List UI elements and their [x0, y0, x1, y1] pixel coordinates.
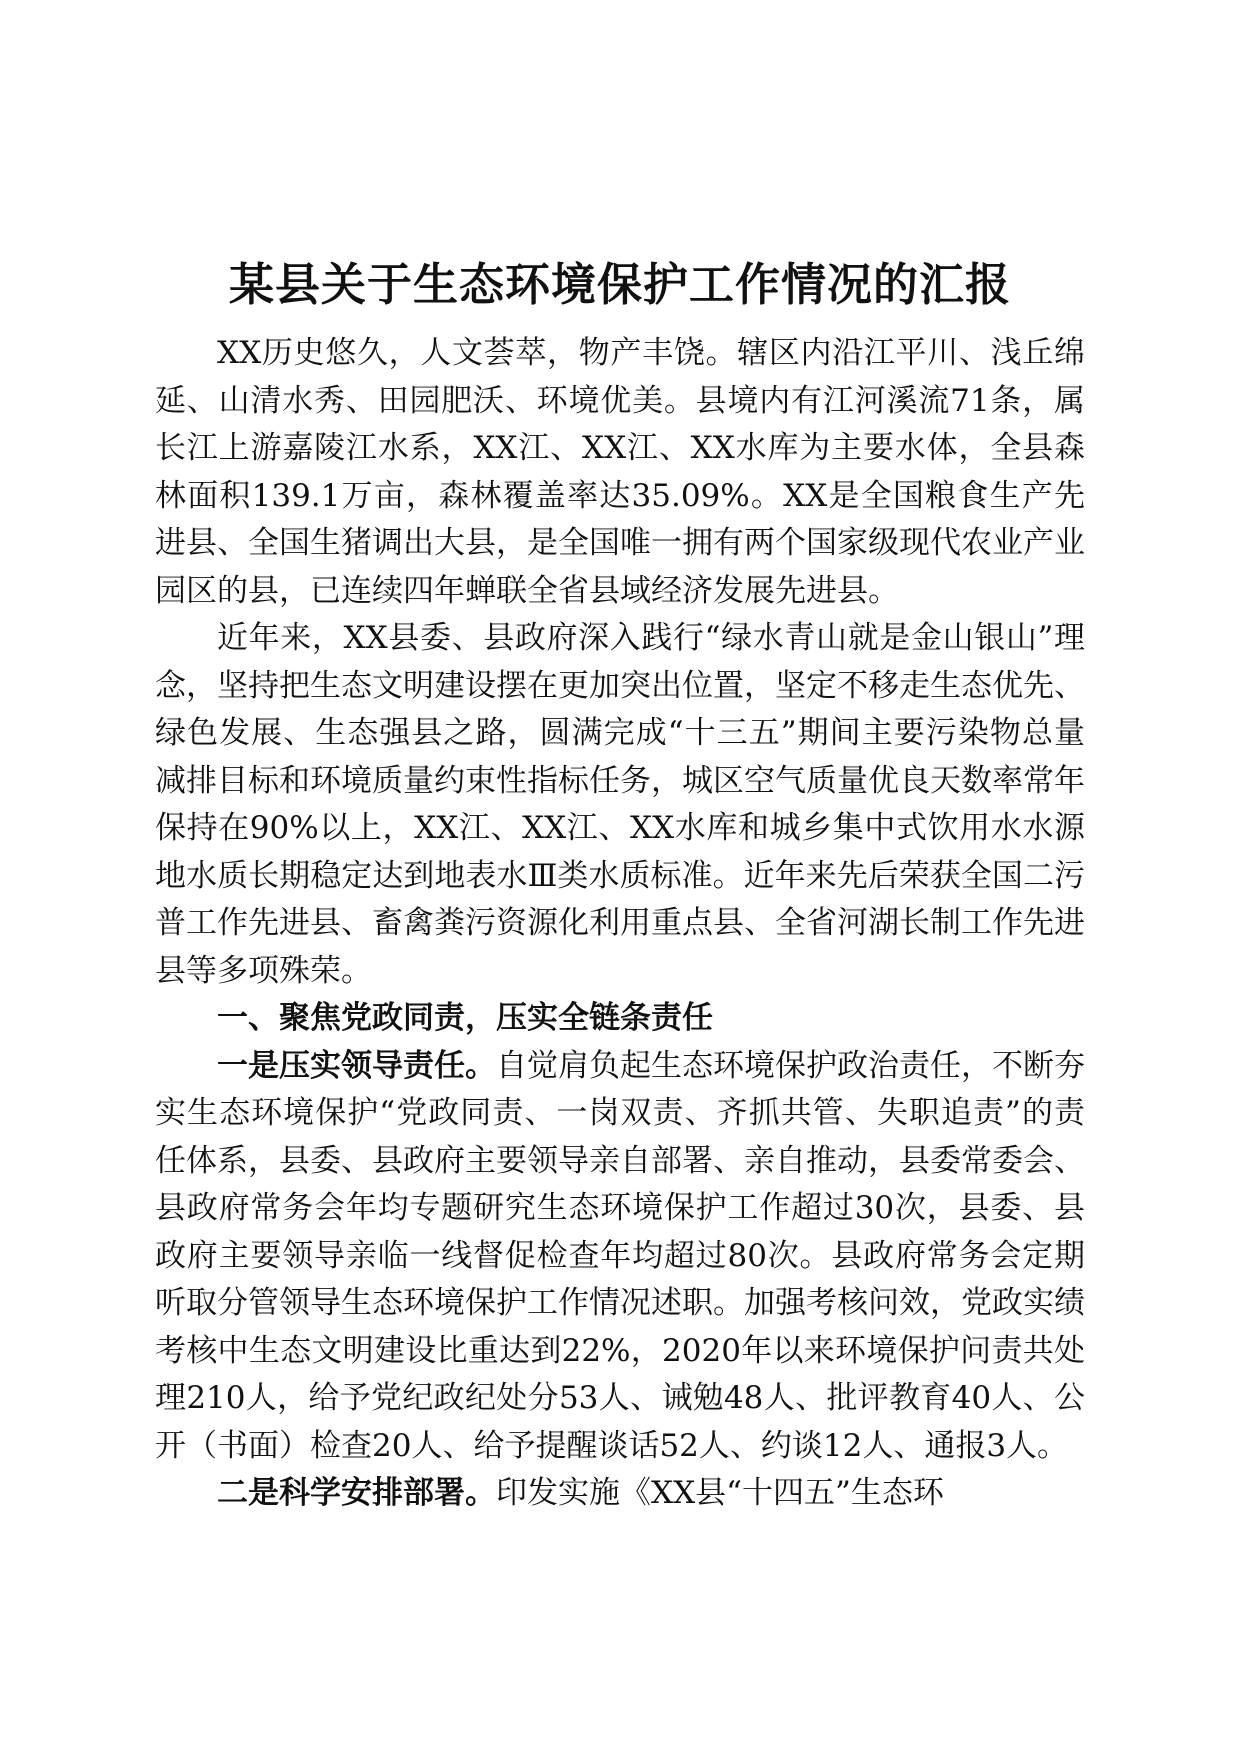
document-title: 某县关于生态环境保护工作情况的汇报 — [228, 258, 1011, 311]
item-text-1: 自觉肩负起生态环境保护政治责任，不断夯实生态环境保护“党政同责、一岗双责、齐抓共管、失职追责”的责任体系，县委、县政府主要领导亲自部署、亲自推动，县委常委会、县政府常务会年均专题研究生态环境保护工作超过30次，县委、县政府主要领导亲临一线督促检查年均超过80次。县政府常务会定期听取分管领导生态环境保护工作情况述职。加强考核问效，党政实绩考核中生态文明建设比重达到22%，2020年以来环境保护问责共处理210人，给予党纪政纪处分53人、诫勉48人、批评教育40人、公开（书面）检查20人、给予提醒谈话52人、约谈12人、通报3人。 — [155, 1047, 1085, 1464]
section-heading: 一、聚焦党政同责，压实全链条责任 — [217, 1000, 713, 1036]
item-paragraph-2 — [155, 1470, 1085, 1518]
item-paragraph-1 — [155, 1043, 1085, 1471]
item-lead-1: 一是压实领导责任。 — [217, 1047, 496, 1084]
intro-paragraph: XX历史悠久，人文荟萃，物产丰饶。辖区内沿江平川、浅丘绵延、山清水秀、田园肥沃、环境优美。县境内有江河溪流71条，属长江上游嘉陵江水系，XX江、XX江、XX水库为主要水体，全县森林面积139.1万亩，森林覆盖率达35.09%。XX是全国粮食生产先进县、全国生猪调出大县，是全国唯一拥有两个国家级现代农业产业园区的县，已连续四年蝉联全省县域经济发展先进县。 — [155, 335, 1085, 609]
overview-paragraph: 近年来，XX县委、县政府深入践行“绿水青山就是金山银山”理念，坚持把生态文明建设摆在更加突出位置，坚定不移走生态优先、绿色发展、生态强县之路，圆满完成“十三五”期间主要污染物总量减排目标和环境质量约束性指标任务，城区空气质量优良天数率常年保持在90%以上，XX江、XX江、XX水库和城乡集中式饮用水水源地水质长期稳定达到地表水Ⅲ类水质标准。近年来先后荣获全国二污普工作先进县、畜禽粪污资源化利用重点县、全省河湖长制工作先进县等多项殊荣。 — [155, 620, 1085, 989]
document-body — [155, 330, 1085, 1518]
item-lead-2: 二是科学安排部署。 — [217, 1475, 496, 1511]
item-text-2: 印发实施《XX县“十四五”生态环 — [496, 1475, 944, 1511]
